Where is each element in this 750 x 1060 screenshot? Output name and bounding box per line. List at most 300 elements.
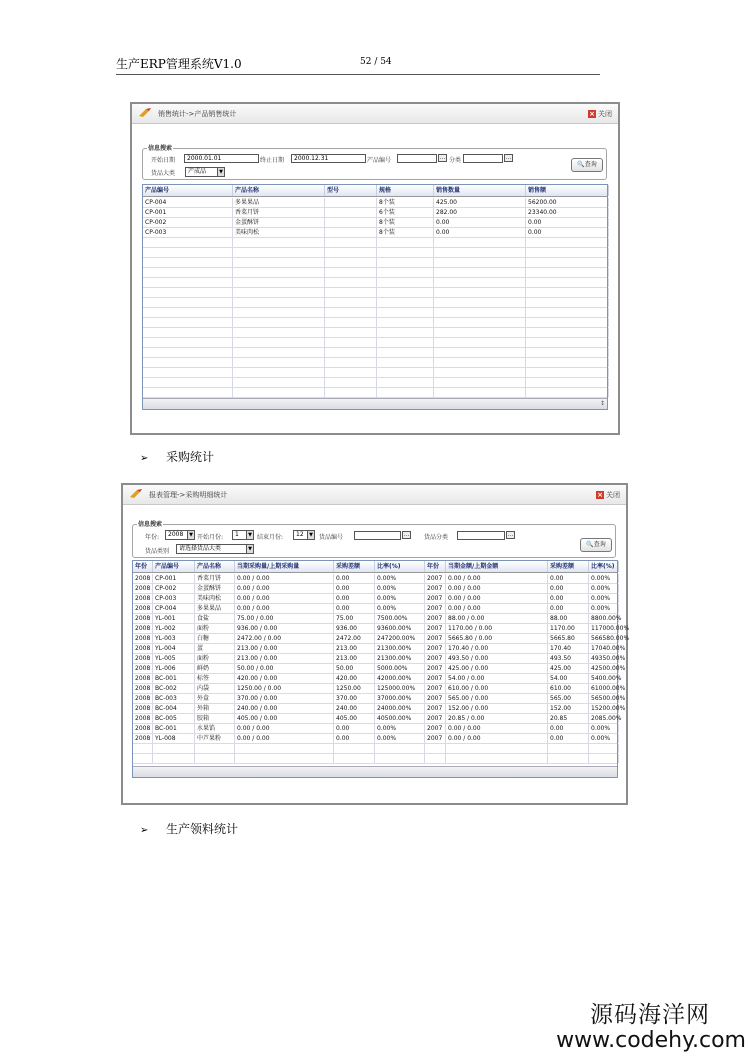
table-cell: 152.00 / 0.00	[446, 704, 548, 713]
table-cell	[377, 268, 434, 277]
column-header[interactable]: 年份	[425, 561, 446, 572]
goods-type-select[interactable]	[176, 544, 254, 554]
table-row[interactable]	[143, 258, 607, 268]
table-cell: 0.00 / 0.00	[235, 594, 334, 603]
table-cell: 2008	[133, 734, 153, 743]
table-row[interactable]	[133, 684, 626, 694]
table-cell: YL-003	[153, 634, 195, 643]
column-header[interactable]: 年份	[133, 561, 153, 572]
goods-cat-input[interactable]	[457, 531, 505, 540]
table-row[interactable]	[143, 228, 607, 238]
category-picker-icon[interactable]: …	[505, 154, 512, 161]
table-cell: 2008	[133, 664, 153, 673]
table-cell	[377, 338, 434, 347]
goods-picker-icon[interactable]: …	[403, 531, 410, 538]
table-cell: 54.00 / 0.00	[446, 674, 548, 683]
table-cell: CP-004	[143, 198, 233, 207]
table-row[interactable]	[143, 378, 607, 388]
table-cell	[377, 358, 434, 367]
product-code-input[interactable]	[397, 154, 437, 163]
table-cell	[325, 258, 377, 267]
goods-code-input[interactable]	[354, 531, 401, 540]
table-row[interactable]	[143, 348, 607, 358]
table-row[interactable]	[133, 624, 630, 634]
table-cell: 蛋	[195, 644, 235, 653]
table-row[interactable]	[133, 744, 617, 754]
column-header[interactable]: 比率(%)	[375, 561, 425, 572]
column-header[interactable]: 销售数量	[434, 185, 526, 196]
table-cell: 6个装	[377, 208, 434, 217]
table-cell: 75.00 / 0.00	[235, 614, 334, 623]
table-cell	[325, 368, 377, 377]
table-cell: 213.00	[334, 654, 375, 663]
table-cell: 125000.00%	[375, 684, 425, 693]
table-cell: 20.85	[548, 714, 589, 723]
table-cell	[377, 298, 434, 307]
table-cell	[377, 308, 434, 317]
goods-cat-picker-icon[interactable]: …	[507, 531, 514, 538]
table-row[interactable]	[143, 358, 607, 368]
table-cell: CP-001	[143, 208, 233, 217]
table-cell: 1250.00	[334, 684, 375, 693]
table-cell	[434, 338, 526, 347]
chevron-down-icon: ▼	[246, 531, 253, 539]
table-cell: 2008	[133, 634, 153, 643]
close-icon: ×	[589, 110, 595, 118]
start-date-label: 开始日期	[151, 157, 176, 164]
table-cell	[434, 268, 526, 277]
goods-type-select[interactable]	[185, 167, 225, 177]
table-cell	[233, 358, 325, 367]
table-cell: 17040.00%	[591, 645, 626, 652]
scroll-icon[interactable]: ↕	[599, 400, 605, 407]
search-icon: 🔍	[577, 161, 585, 168]
table-cell: 白糖	[195, 634, 235, 643]
table-header	[133, 561, 617, 573]
close-button[interactable]	[596, 490, 620, 500]
table-cell: 0.00	[334, 734, 375, 743]
table-cell	[325, 288, 377, 297]
table-cell	[325, 218, 377, 227]
table-cell: 610.00 / 0.00	[446, 684, 548, 693]
table-cell	[434, 278, 526, 287]
table-cell	[446, 744, 548, 753]
search-legend: 信息搜索	[148, 145, 173, 152]
table-row[interactable]	[133, 604, 617, 614]
table-cell	[526, 258, 609, 267]
table-row[interactable]	[133, 704, 626, 714]
section-label: 生产领料统计	[166, 822, 239, 836]
table-cell	[143, 318, 233, 327]
table-cell: 0.00	[334, 724, 375, 733]
chevron-down-icon: ▼	[307, 531, 314, 539]
table-cell	[325, 298, 377, 307]
table-cell	[233, 378, 325, 387]
table-cell	[233, 258, 325, 267]
table-row[interactable]	[133, 724, 617, 734]
table-cell	[233, 318, 325, 327]
table-row[interactable]	[133, 594, 617, 604]
table-cell: 多果果品	[195, 604, 235, 613]
table-cell	[233, 308, 325, 317]
table-cell: 中芦果粉	[195, 734, 235, 743]
year-label: 年份:	[145, 534, 160, 541]
table-row[interactable]	[133, 754, 617, 764]
table-cell: 2007	[425, 724, 446, 733]
table-cell: 0.00%	[589, 734, 619, 743]
table-cell	[526, 298, 609, 307]
table-row[interactable]	[133, 654, 626, 664]
window-titlebar	[123, 485, 626, 505]
table-cell	[143, 328, 233, 337]
table-cell	[526, 308, 609, 317]
table-cell	[325, 278, 377, 287]
table-cell: 1170.00	[548, 624, 589, 633]
table-cell: 2008	[133, 594, 153, 603]
table-cell	[235, 744, 334, 753]
table-cell: 0.00	[548, 604, 589, 613]
query-button[interactable]	[580, 538, 612, 552]
table-cell	[143, 288, 233, 297]
column-header[interactable]: 比率(%)	[589, 561, 619, 572]
table-row[interactable]	[143, 238, 607, 248]
table-cell: 2008	[133, 644, 153, 653]
table-cell: 0.00 / 0.00	[446, 584, 548, 593]
table-cell: 2007	[425, 634, 446, 643]
table-cell	[233, 268, 325, 277]
column-header[interactable]: 采购差额	[334, 561, 375, 572]
close-button[interactable]	[588, 109, 612, 119]
table-cell	[434, 288, 526, 297]
table-cell	[377, 248, 434, 257]
table-row[interactable]	[133, 714, 622, 724]
table-cell: 8个装	[377, 198, 434, 207]
table-row[interactable]	[143, 308, 607, 318]
table-cell	[233, 388, 325, 397]
section-heading-purchase	[140, 448, 214, 465]
table-cell	[526, 328, 609, 337]
table-row[interactable]	[143, 198, 607, 208]
doc-title: 生产ERP管理系统V1.0	[116, 57, 242, 71]
table-cell	[377, 388, 434, 397]
table-row[interactable]	[133, 734, 617, 744]
table-cell: 2008	[133, 724, 153, 733]
table-cell	[143, 278, 233, 287]
table-cell: 75.00	[334, 614, 375, 623]
table-cell	[325, 198, 377, 207]
table-cell: 8个装	[377, 218, 434, 227]
table-cell: 0.00 / 0.00	[446, 574, 548, 583]
table-cell: 0.00%	[375, 574, 425, 583]
table-cell	[334, 744, 375, 753]
table-cell	[153, 754, 195, 763]
end-month-value: 12	[296, 531, 304, 538]
table-cell: YL-006	[153, 664, 195, 673]
table-cell	[377, 318, 434, 327]
page-number: 52 / 54	[360, 57, 392, 67]
column-header[interactable]: 采购差额	[548, 561, 589, 572]
table-cell	[526, 268, 609, 277]
table-cell: 0.00	[434, 218, 526, 227]
column-header[interactable]: 当期金额/上期金额	[446, 561, 548, 572]
table-cell: 2007	[425, 734, 446, 743]
table-cell: YL-004	[153, 644, 195, 653]
table-cell: 0.00	[548, 594, 589, 603]
table-row[interactable]	[143, 298, 607, 308]
table-cell: 936.00	[334, 624, 375, 633]
table-cell: 标签	[195, 674, 235, 683]
table-cell	[325, 228, 377, 237]
table-cell: 0.00 / 0.00	[235, 724, 334, 733]
table-cell: 42000.00%	[375, 674, 425, 683]
table-cell: 2008	[133, 674, 153, 683]
table-cell: 405.00 / 0.00	[235, 714, 334, 723]
table-cell: 425.00	[434, 198, 526, 207]
table-row[interactable]	[143, 218, 607, 228]
table-cell	[233, 278, 325, 287]
table-cell	[434, 378, 526, 387]
table-cell	[377, 378, 434, 387]
table-cell: BC-005	[153, 714, 195, 723]
close-label: 关闭	[598, 110, 612, 118]
table-cell: 内袋	[195, 684, 235, 693]
table-cell: 213.00 / 0.00	[235, 654, 334, 663]
table-cell	[133, 754, 153, 763]
table-cell	[325, 318, 377, 327]
table-cell	[325, 208, 377, 217]
goods-type-value: 请选择货品大类	[179, 545, 222, 552]
column-header[interactable]: 产品编号	[143, 185, 233, 196]
table-cell	[143, 388, 233, 397]
table-cell: 0.00	[334, 574, 375, 583]
table-row[interactable]	[133, 634, 630, 644]
table-cell: 565.00	[548, 694, 589, 703]
table-cell: 117000.00%	[591, 625, 630, 632]
table-cell: 54.00	[548, 674, 589, 683]
table-cell: 15200.00%	[591, 705, 626, 712]
table-cell	[143, 378, 233, 387]
table-cell: 2007	[425, 714, 446, 723]
close-icon: ×	[597, 491, 603, 499]
table-cell: 8个装	[377, 228, 434, 237]
table-cell: 2007	[425, 704, 446, 713]
table-cell: 金蛋酥饼	[195, 584, 235, 593]
start-month-label: 开始月份:	[197, 534, 224, 541]
table-cell: 0.00%	[375, 724, 425, 733]
table-cell: 香菜月饼	[233, 208, 325, 217]
table-cell: 493.50	[548, 654, 589, 663]
arrow-icon: ➢	[140, 825, 149, 836]
table-cell	[434, 328, 526, 337]
table-cell: 0.00%	[589, 574, 619, 583]
table-cell	[233, 348, 325, 357]
table-cell: 水果馅	[195, 724, 235, 733]
table-cell: 2472.00	[334, 634, 375, 643]
table-cell	[143, 368, 233, 377]
table-cell	[233, 238, 325, 247]
table-cell: 2008	[133, 654, 153, 663]
table-cell: 420.00 / 0.00	[235, 674, 334, 683]
table-cell: 多果果品	[233, 198, 325, 207]
table-row[interactable]	[143, 328, 607, 338]
table-cell: 405.00	[334, 714, 375, 723]
table-cell: 50.00 / 0.00	[235, 664, 334, 673]
table-cell: 2008	[133, 604, 153, 613]
table-row[interactable]	[143, 278, 607, 288]
table-row[interactable]	[133, 664, 626, 674]
search-icon: 🔍	[586, 541, 594, 548]
table-cell: 0.00	[334, 584, 375, 593]
table-cell	[377, 238, 434, 247]
table-cell: 565.00 / 0.00	[446, 694, 548, 703]
table-row[interactable]	[133, 574, 617, 584]
column-header[interactable]: 产品编号	[153, 561, 195, 572]
table-cell: 213.00	[334, 644, 375, 653]
table-cell: 425.00	[548, 664, 589, 673]
table-cell	[325, 358, 377, 367]
table-cell: 24000.00%	[375, 704, 425, 713]
table-cell: 2007	[425, 574, 446, 583]
column-header[interactable]: 产品名称	[195, 561, 235, 572]
table-cell	[377, 368, 434, 377]
table-cell: 2007	[425, 674, 446, 683]
table-cell	[526, 248, 609, 257]
table-row[interactable]	[143, 388, 607, 398]
sales-stats-window	[130, 102, 620, 435]
table-cell	[325, 388, 377, 397]
goods-cat-label: 货品分类	[424, 534, 449, 541]
window-title: 报表管理->采购明细统计	[149, 491, 228, 499]
table-cell: 2008	[133, 684, 153, 693]
column-header[interactable]: 规格	[377, 185, 434, 196]
table-cell: 936.00 / 0.00	[235, 624, 334, 633]
table-cell: 2007	[425, 694, 446, 703]
section-heading-production	[140, 820, 238, 837]
table-cell: 食盐	[195, 614, 235, 623]
table-cell: 152.00	[548, 704, 589, 713]
table-cell	[143, 358, 233, 367]
table-cell: 面粉	[195, 624, 235, 633]
table-cell	[377, 258, 434, 267]
table-cell: 0.00 / 0.00	[446, 724, 548, 733]
chevron-down-icon: ▼	[217, 168, 224, 176]
table-cell: 23340.00	[526, 208, 609, 217]
table-cell	[434, 298, 526, 307]
year-select[interactable]	[165, 530, 195, 540]
section-label: 采购统计	[166, 450, 215, 464]
product-code-label: 产品编号	[367, 157, 392, 164]
column-header[interactable]: 销售额	[526, 185, 609, 196]
end-date-input[interactable]: 2000.12.31	[291, 154, 366, 163]
table-cell: 0.00	[526, 218, 609, 227]
table-cell: 0.00 / 0.00	[446, 604, 548, 613]
table-row[interactable]	[133, 674, 622, 684]
table-cell: 0.00%	[375, 594, 425, 603]
search-fieldset	[132, 521, 616, 558]
query-button[interactable]	[571, 158, 603, 172]
app-logo-icon	[129, 488, 144, 499]
table-cell: 170.40 / 0.00	[446, 644, 548, 653]
watermark-url: www.codehy.com	[556, 1028, 746, 1053]
table-cell	[434, 318, 526, 327]
table-cell	[434, 358, 526, 367]
table-cell: 0.00%	[375, 604, 425, 613]
column-header[interactable]: 产品名称	[233, 185, 325, 196]
table-footer	[143, 398, 607, 409]
table-row[interactable]	[133, 694, 626, 704]
table-cell	[325, 268, 377, 277]
table-cell	[526, 348, 609, 357]
table-cell	[548, 754, 589, 763]
table-cell: 88.00	[548, 614, 589, 623]
start-month-select[interactable]	[232, 530, 254, 540]
table-cell: 2008	[133, 624, 153, 633]
table-cell	[233, 298, 325, 307]
table-cell	[526, 318, 609, 327]
app-logo-icon	[138, 107, 153, 118]
table-cell: BC-003	[153, 694, 195, 703]
table-cell: 566580.00%	[591, 635, 630, 642]
table-cell: 247200.00%	[375, 634, 425, 643]
table-row[interactable]	[143, 268, 607, 278]
search-fieldset	[142, 145, 607, 180]
end-date-label: 终止日期	[260, 157, 285, 164]
table-cell: 0.00	[434, 228, 526, 237]
table-cell: 胶箱	[195, 714, 235, 723]
table-row[interactable]	[143, 338, 607, 348]
table-cell: 0.00%	[589, 584, 619, 593]
table-cell: 21300.00%	[375, 644, 425, 653]
table-cell: 8800.00%	[591, 615, 622, 622]
end-month-select[interactable]	[293, 530, 315, 540]
column-header[interactable]: 型号	[325, 185, 377, 196]
table-row[interactable]	[143, 318, 607, 328]
table-cell: 5400.00%	[591, 675, 622, 682]
table-cell: 美味肉松	[195, 594, 235, 603]
table-cell	[548, 744, 589, 753]
doc-header	[116, 55, 600, 75]
column-header[interactable]: 当期采购量/上期采购量	[235, 561, 334, 572]
table-cell: 213.00 / 0.00	[235, 644, 334, 653]
table-row[interactable]	[143, 208, 607, 218]
category-label: 分类	[449, 157, 462, 164]
table-cell: 2007	[425, 604, 446, 613]
table-row[interactable]	[133, 584, 617, 594]
table-cell: 282.00	[434, 208, 526, 217]
table-cell	[526, 378, 609, 387]
table-cell: 0.00	[548, 724, 589, 733]
table-row[interactable]	[133, 644, 626, 654]
table-row[interactable]	[143, 368, 607, 378]
table-cell: 2007	[425, 684, 446, 693]
table-row[interactable]	[133, 614, 622, 624]
product-picker-icon[interactable]: …	[439, 154, 446, 161]
table-cell: CP-004	[153, 604, 195, 613]
table-cell: 0.00	[334, 604, 375, 613]
start-date-input[interactable]: 2000.01.01	[184, 154, 259, 163]
table-cell	[143, 268, 233, 277]
table-cell: 金蛋酥饼	[233, 218, 325, 227]
close-label: 关闭	[606, 491, 620, 499]
table-row[interactable]	[143, 248, 607, 258]
table-cell	[526, 288, 609, 297]
table-cell: 0.00 / 0.00	[446, 734, 548, 743]
category-input[interactable]	[463, 154, 503, 163]
table-row[interactable]	[143, 288, 607, 298]
chevron-down-icon: ▼	[246, 545, 253, 553]
table-cell: 0.00%	[589, 724, 619, 733]
table-cell: CP-001	[153, 574, 195, 583]
